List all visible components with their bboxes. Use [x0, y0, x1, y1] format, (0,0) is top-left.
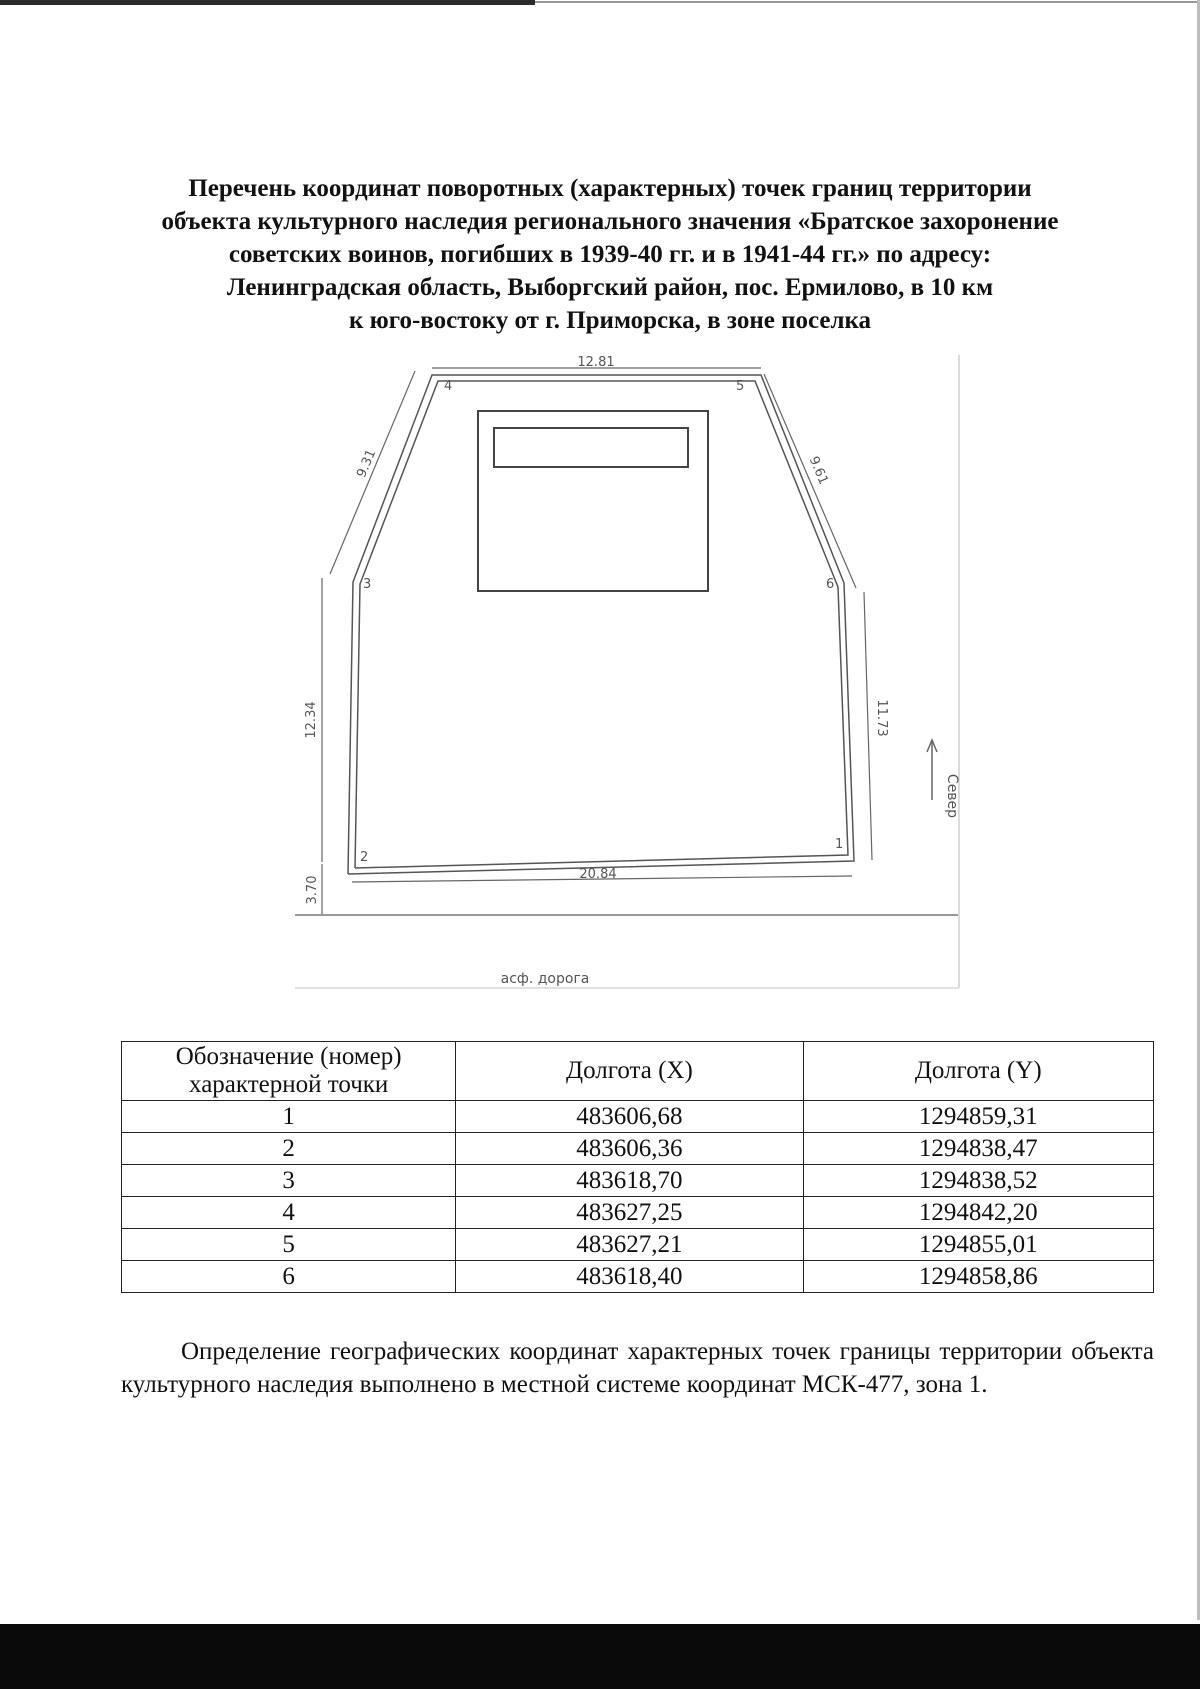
cell-y: 1294855,01 [803, 1229, 1153, 1261]
boundary [348, 375, 854, 874]
dim-label-right: 11.73 [874, 699, 889, 737]
header-y: Долгота (Y) [803, 1042, 1153, 1101]
cell-x: 483627,21 [456, 1229, 803, 1261]
dim-label-left-upper: 9.31 [354, 447, 380, 480]
table-header-row [122, 1042, 1154, 1101]
scan-bottom-edge [0, 1624, 1200, 1689]
title-line: Ленинградская область, Выборгский район, пос. Ермилово, в 10 км [226, 274, 994, 301]
cell-point: 2 [122, 1133, 456, 1165]
cell-y: 1294838,47 [803, 1133, 1153, 1165]
north-label: Север [944, 773, 960, 819]
cell-x: 483606,36 [456, 1133, 803, 1165]
cell-x: 483618,40 [456, 1261, 803, 1293]
table-row [122, 1133, 1154, 1165]
table-row [122, 1197, 1154, 1229]
point-label: 5 [736, 379, 745, 394]
boundary-outer [348, 375, 854, 874]
title-line: Перечень координат поворотных (характерных) точек границ территории [188, 175, 1032, 202]
dim-label-left: 12.34 [304, 701, 319, 739]
point-label: 2 [360, 850, 369, 865]
cell-y: 1294842,20 [803, 1197, 1153, 1229]
dim-label-bottom: 20.84 [579, 867, 617, 882]
title-line: объекта культурного наследия регионального значения «Братское захоронение [161, 208, 1059, 235]
cell-point: 4 [122, 1197, 456, 1229]
dim-line-right [864, 592, 872, 860]
monument-outline [478, 411, 708, 591]
point-label: 6 [826, 577, 835, 592]
coordinate-system-note: Определение географических координат характерных точек границы территории объекта культурного наследия выполнено в местной системе координат МСК-477, зона 1. [121, 1338, 1154, 1398]
title-line: советских воинов, погибших в 1939-40 гг. и в 1941-44 гг.» по адресу: [228, 241, 992, 268]
road-label: асф. дорога [500, 971, 590, 987]
monument-plaque [494, 428, 688, 467]
dim-label-right-upper: 9.61 [805, 454, 831, 487]
title-line: к юго-востоку от г. Приморска, в зоне поселка [348, 307, 872, 334]
cell-point: 6 [122, 1261, 456, 1293]
cell-x: 483618,70 [456, 1165, 803, 1197]
point-label: 4 [444, 379, 453, 394]
table-row [122, 1229, 1154, 1261]
cell-x: 483627,25 [456, 1197, 803, 1229]
header-x: Долгота (X) [456, 1042, 803, 1101]
cell-point: 5 [122, 1229, 456, 1261]
cell-point: 3 [122, 1165, 456, 1197]
header-point: Обозначение (номер) характерной точки [122, 1042, 456, 1101]
table-row [122, 1261, 1154, 1293]
boundary-inner [355, 381, 848, 868]
table-row [122, 1165, 1154, 1197]
dim-label-top: 12.81 [577, 355, 615, 370]
cell-x: 483606,68 [456, 1101, 803, 1133]
dim-line-right-upper [764, 374, 856, 588]
cell-point: 1 [122, 1101, 456, 1133]
cell-y: 1294858,86 [803, 1261, 1153, 1293]
cell-y: 1294838,52 [803, 1165, 1153, 1197]
point-label: 3 [363, 577, 372, 592]
cell-y: 1294859,31 [803, 1101, 1153, 1133]
north-arrow [927, 740, 937, 800]
dim-label-offset: 3.70 [305, 875, 320, 905]
point-label: 1 [835, 837, 844, 852]
table-row [122, 1101, 1154, 1133]
coordinates-table [121, 1041, 1154, 1293]
